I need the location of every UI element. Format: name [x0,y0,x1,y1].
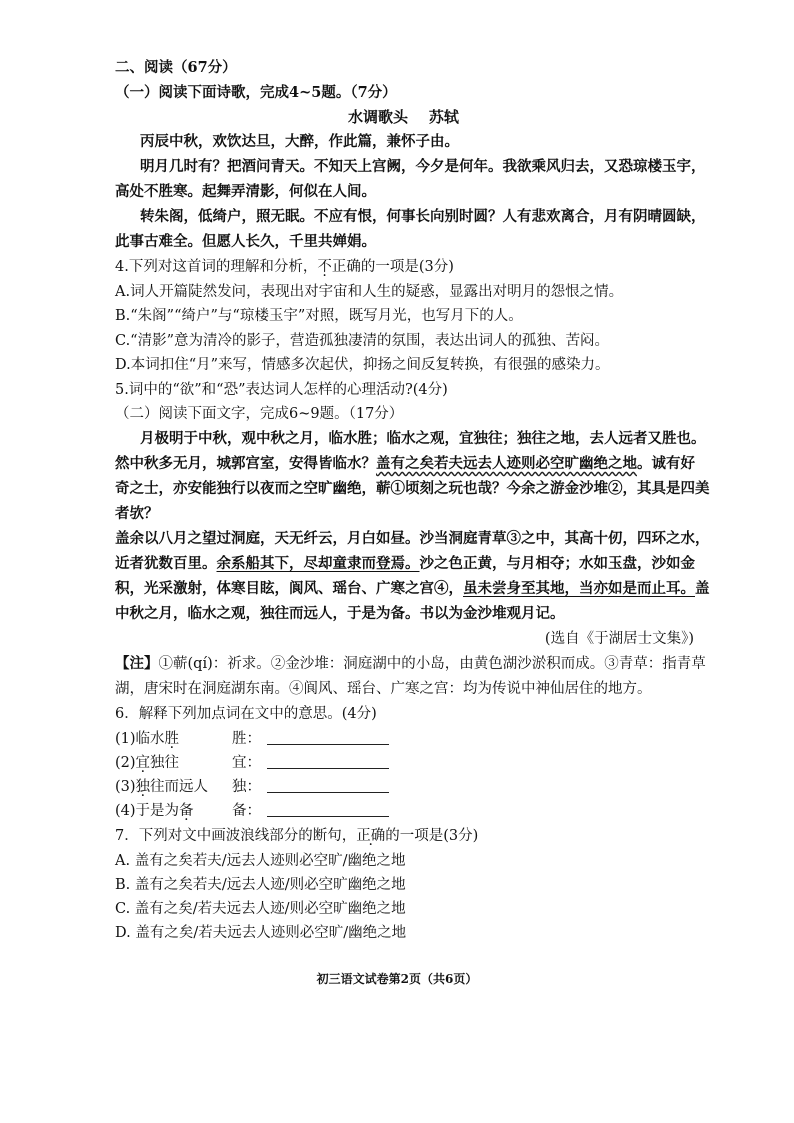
dotted-word: 胜 [164,731,180,747]
essay-text: 盖 [695,580,710,597]
poem-title-line [348,107,459,127]
poem-line: 明月几时有？把酒问青天。不知天上宫阙，今夕是何年。我欲乘风归去，又恐琼楼玉宇， [140,158,706,175]
answer-blank[interactable] [267,754,389,769]
q4-stem-part: 正确的一项是(3分) [331,259,454,275]
q7-emphasis: 正确 [356,828,386,844]
answer-blank[interactable] [267,802,389,817]
wavy-underline-text: 盖有之矣若夫远去人迹则必空旷幽绝之地 [376,455,637,472]
note-label: 【注】 [115,655,159,672]
poem-title: 水调歌头 [348,108,409,126]
essay-line [115,554,695,574]
q6-item-prefix: (3) [115,779,136,795]
essay-line: 奇之士，亦安能独行以夜而之空旷幽绝，蕲①顷刻之玩也哉？今余之游金沙堆②，其具是四美 [115,480,710,497]
q4-option-c: C.“清影”意为清冷的影子，营造孤独凄清的氛围，表达出词人的孤独、苦闷。 [115,333,610,349]
page-footer: 初三语文试卷第2页（共6页） [316,972,478,986]
note-text: ①蕲(qí)：祈求。②金沙堆：洞庭湖中的小岛，由黄色湖沙淤积而成。③青草：指青草 [158,656,706,672]
essay-text: 。诚有好 [637,455,695,472]
q6-key [232,729,389,749]
dotted-word: 宜 [135,755,151,771]
q4-stem-part: 4.下列对这首词的理解和分析， [115,259,318,275]
section-heading: 二、阅读（67分） [115,59,237,76]
q7-option-a: A. 盖有之矣若夫/远去人迹则必空旷/幽绝之地 [115,853,406,869]
essay-text: 然中秋多无月，城郭宫室，安得皆临水？ [115,455,376,472]
poem-line: 此事古难全。但愿人长久，千里共婵娟。 [115,233,376,250]
poem-preface: 丙辰中秋，欢饮达旦，大醉，作此篇，兼怀子由。 [140,133,459,150]
q6-item [115,801,194,821]
q7-option-c: C. 盖有之矣/若夫远去人迹/则必空旷幽绝之地 [115,901,406,917]
underlined-text: 余系船其下，尽却童隶而登焉。 [216,555,420,572]
q6-item-prefix: (4)于是为 [115,803,180,819]
q6-item-suffix: 往而远人 [150,779,209,795]
essay-text: 积，光采激射，体寒目眩，阆风、瑶台、广寒之宫④， [115,580,463,597]
poem-line: 转朱阁，低绮户，照无眠。不应有恨，何事长向别时圆？人有悲欢离合，月有阴晴圆缺， [140,208,706,225]
question-7-stem [115,826,478,846]
q6-item-suffix: 独往 [150,755,180,771]
q4-option-a: A.词人开篇陡然发问，表现出对宇宙和人生的疑惑，显露出对明月的怨恨之情。 [115,284,624,300]
q4-option-b: B.“朱阁”“绮户”与“琼楼玉宇”对照，既写月光，也写月下的人。 [115,308,523,324]
answer-blank[interactable] [267,730,389,745]
question-5: 5.词中的“欲”和“恐”表达词人怎样的心理活动?(4分) [115,382,448,398]
q6-item [115,753,179,773]
q7-option-d: D. 盖有之矣/若夫远去人迹则必空旷/幽绝之地 [115,925,407,941]
question-6-stem: 6．解释下列加点词在文中的意思。(4分) [115,706,377,722]
poem-author: 苏轼 [428,108,459,126]
q6-item [115,777,208,797]
essay-line: 者欤？ [115,505,159,522]
question-4-stem [115,257,454,277]
q6-key [232,753,389,773]
part1-heading: （一）阅读下面诗歌，完成4~5题。（7分） [115,84,397,101]
q6-key [232,801,389,821]
q7-stem-part: 的一项是(3分) [385,828,479,844]
note-line: 湖，唐宋时在洞庭湖东南。④阆风、瑶台、广寒之宫：均为传说中神仙居住的地方。 [115,681,652,697]
q6-item [115,729,179,749]
note-line [115,654,706,674]
q6-key-label: 备： [232,803,261,819]
q7-option-b: B. 盖有之矣若夫/远去人迹/则必空旷幽绝之地 [115,877,406,893]
essay-text: 近者犹数百里。 [115,555,217,572]
part2-heading: （二）阅读下面文字，完成6~9题。（17分） [115,406,404,422]
dotted-word: 备 [179,803,194,819]
q6-item-prefix: (1)临水 [115,731,165,747]
essay-text: 沙之色正黄，与月相夺；水如玉盘，沙如金 [419,555,695,572]
essay-line: 月极明于中秋，观中秋之月，临水胜；临水之观，宜独往；独往之地，去人远者又胜也。 [140,430,706,447]
poem-line: 高处不胜寒。起舞弄清影，何似在人间。 [115,183,376,200]
underlined-text: 虽未尝身至其地，当亦如是而止耳。 [463,580,695,597]
q4-option-d: D.本词扣住“月”来写，情感多次起伏，抑扬之间反复转换，有很强的感染力。 [115,357,610,373]
essay-source: (选自《于湖居士文集》) [544,631,694,647]
essay-line: 中秋之月，临水之观，独往而远人，于是为备。书以为金沙堆观月记。 [115,605,565,622]
q6-item-prefix: (2) [115,755,136,771]
essay-line: 盖余以八月之望过洞庭，天无纤云，月白如昼。沙当洞庭青草③之中，其高十仞，四环之水， [115,530,710,547]
q6-key-label: 宜： [232,755,261,771]
q6-key-label: 独： [232,779,261,795]
essay-line [115,454,695,474]
q6-key-label: 胜： [232,731,261,747]
dotted-word: 独 [135,779,151,795]
essay-line [115,579,710,599]
q4-emphasis: 不 [317,259,332,275]
q6-key [232,777,389,797]
answer-blank[interactable] [267,778,389,793]
q7-stem-part: 7．下列对文中画波浪线部分的断句， [115,828,357,844]
